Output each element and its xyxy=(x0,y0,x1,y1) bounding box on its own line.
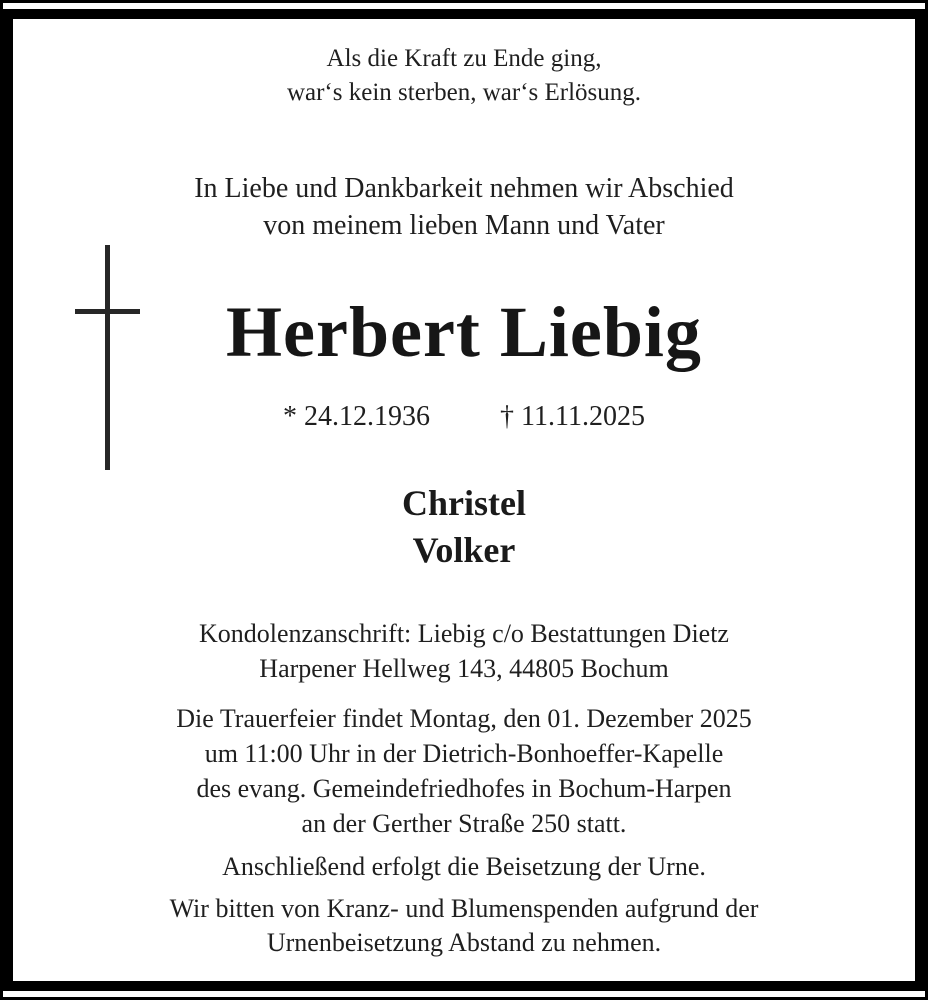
service-line-4: an der Gerther Straße 250 statt. xyxy=(301,809,627,838)
mourners xyxy=(0,480,928,574)
service-details xyxy=(0,701,928,841)
epigraph xyxy=(0,42,928,110)
burial-note: Anschließend erfolgt die Beisetzung der Urne. xyxy=(222,852,706,881)
service-line-1: Die Trauerfeier findet Montag, den 01. Dezember 2025 xyxy=(176,704,752,733)
birth-date: * 24.12.1936 xyxy=(283,401,431,432)
intro-line-2: von meinem lieben Mann und Vater xyxy=(263,210,665,241)
death-date: † 11.11.2025 xyxy=(500,401,645,432)
mourner-name-1: Christel xyxy=(402,483,526,523)
request-line-2: Urnenbeisetzung Abstand zu nehmen. xyxy=(266,928,662,957)
donation-request xyxy=(0,892,928,960)
intro-line-1: In Liebe und Dankbarkeit nehmen wir Abschied xyxy=(194,173,734,204)
service-line-3: des evang. Gemeindefriedhofes in Bochum-Harpen xyxy=(196,774,732,803)
condolence-line-2: Harpener Hellweg 143, 44805 Bochum xyxy=(259,654,669,683)
mourner-name-2: Volker xyxy=(412,530,516,570)
epigraph-line-1: Als die Kraft zu Ende ging, xyxy=(326,45,602,72)
epigraph-line-2: war‘s kein sterben, war‘s Erlösung. xyxy=(286,79,642,106)
life-dates xyxy=(0,398,928,435)
service-line-2: um 11:00 Uhr in der Dietrich-Bonhoeffer-Kapelle xyxy=(204,739,724,768)
request-line-1: Wir bitten von Kranz- und Blumenspenden aufgrund der xyxy=(169,894,759,923)
intro-text xyxy=(0,170,928,244)
condolence-address xyxy=(0,616,928,686)
condolence-line-1: Kondolenzanschrift: Liebig c/o Bestattungen Dietz xyxy=(199,619,729,648)
deceased-name: Herbert Liebig xyxy=(226,292,702,372)
